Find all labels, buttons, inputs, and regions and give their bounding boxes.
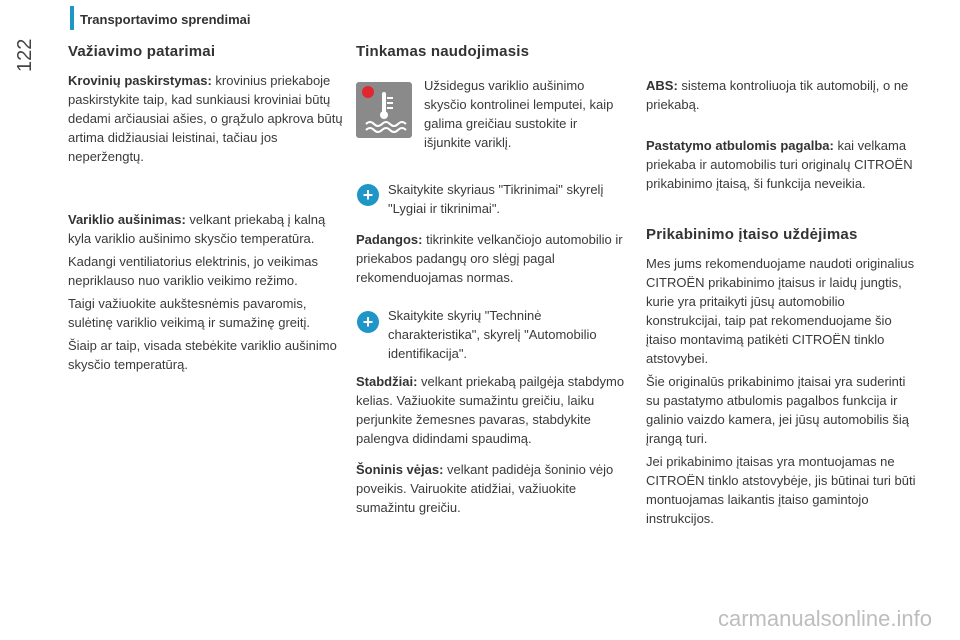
term-load-distribution: Krovinių paskirstymas: xyxy=(68,73,212,88)
coolant-warning-text: Užsidegus variklio aušinimo skysčio kontrolinei lemputei, kaip galima greičiau sustokite ir išjunkite variklį. xyxy=(424,78,614,150)
term-brakes: Stabdžiai: xyxy=(356,374,418,389)
term-abs: ABS: xyxy=(646,78,678,93)
section-heading-towbar-fitting: Prikabinimo įtaiso uždėjimas xyxy=(646,226,858,243)
watermark: carmanualsonline.info xyxy=(717,606,932,631)
paragraph-towbar-installation: Jei prikabinimo įtaisas yra montuojamas ne CITROËN tinklo atstovybėje, jis būtinai turi būti montuojamas laikantis įtaiso gamintojo instrukcijos. xyxy=(646,454,916,526)
column-proper-use xyxy=(356,42,636,61)
cross-reference-technical: Skaitykite skyrių "Techninė charakteristika", skyrelį "Automobilio identifikacija". xyxy=(388,308,597,361)
coolant-temperature-icon xyxy=(356,82,412,138)
column-driving-tips xyxy=(68,42,343,374)
term-engine-cooling: Variklio aušinimas: xyxy=(68,212,186,227)
page-number: 122 xyxy=(14,38,36,72)
paragraph-crosswind: Šoninis vėjas: velkant padidėja šoninio vėjo poveikis. Vairuokite atidžiai, važiuokite sumažintu greičiu. xyxy=(356,462,614,515)
section-heading-driving-tips: Važiavimo patarimai xyxy=(68,43,216,60)
cross-reference-checks: Skaitykite skyriaus "Tikrinimai" skyrelį "Lygiai ir tikrinimai". xyxy=(388,182,604,216)
section-heading-proper-use: Tinkamas naudojimasis xyxy=(356,43,530,60)
info-plus-icon: + xyxy=(357,184,379,206)
paragraph-abs: ABS: sistema kontroliuoja tik automobilį, o ne priekabą. xyxy=(646,78,909,112)
paragraph-monitor-temp: Šiaip ar taip, visada stebėkite variklio aušinimo skysčio temperatūrą. xyxy=(68,338,337,372)
term-parking-sensors: Pastatymo atbulomis pagalba: xyxy=(646,138,834,153)
paragraph-parking-sensors: Pastatymo atbulomis pagalba: kai velkama priekaba ir automobilis turi originalų CITROËN prikabinimo įtaisą, ši funkcija neveikia. xyxy=(646,138,913,191)
paragraph-towbar-recommendation: Mes jums rekomenduojame naudoti originalius CITROËN prikabinimo įtaisus ir laidų jungtis, kurie yra pritaikyti jūsų automobilio konstrukcijai, taip pat rekomenduojame šio įtaiso montavimą patikėti CITROËN tinklo atstovybei. xyxy=(646,256,915,366)
paragraph-brakes: Stabdžiai: velkant priekabą pailgėja stabdymo kelias. Važiuokite sumažintu greičiu, laiku perjunkite žemesnes pavaras, stabdykite palengva didindami spaudimą. xyxy=(356,374,625,446)
term-crosswind: Šoninis vėjas: xyxy=(356,462,444,477)
paragraph-gears: Taigi važiuokite aukštesnėmis pavaromis, sulėtinę variklio veikimą ir sumažinę greitį. xyxy=(68,296,311,330)
header-accent-bar xyxy=(70,6,74,30)
paragraph-load-distribution: Krovinių paskirstymas: krovinius priekaboje paskirstykite taip, kad sunkiausi kroviniai būtų dedami arčiausiai ašies, o grąžulo apkrova būtų artima didžiausiai leistinai, tačiau jos neperžengtų. xyxy=(68,73,343,164)
paragraph-engine-cooling: Variklio aušinimas: velkant priekabą į kalną kyla variklio aušinimo skysčio temperatūra. xyxy=(68,212,326,246)
column-abs-and-towbar xyxy=(646,76,916,528)
paragraph-towbar-compatibility: Šie originalūs prikabinimo įtaisai yra suderinti su pastatymo atbulomis pagalbos funkcija ir galinio vaizdo kamera, jei jūsų automobilis šią įrangą turi. xyxy=(646,374,910,446)
page-header-title: Transportavimo sprendimai xyxy=(80,12,251,27)
paragraph-fan: Kadangi ventiliatorius elektrinis, jo veikimas nepriklauso nuo variklio veikimo režimo. xyxy=(68,254,319,288)
paragraph-tyres: Padangos: tikrinkite velkančiojo automobilio ir priekabos padangų oro slėgį pagal rekomenduojamas normas. xyxy=(356,232,623,285)
info-plus-icon: + xyxy=(357,311,379,333)
term-tyres: Padangos: xyxy=(356,232,423,247)
